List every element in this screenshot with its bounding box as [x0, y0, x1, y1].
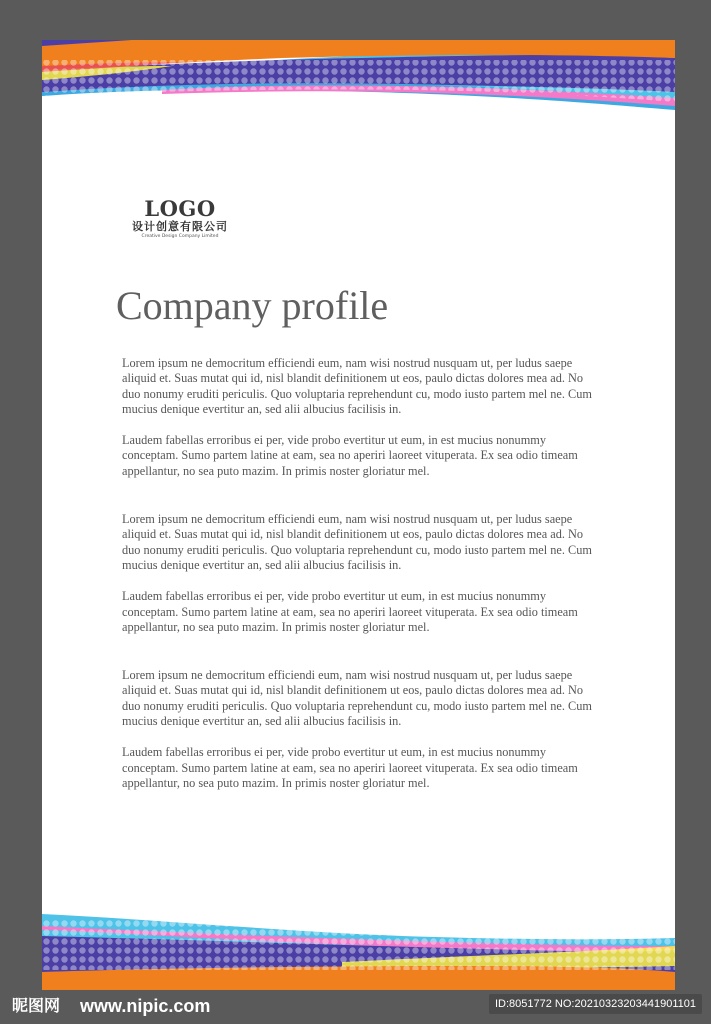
logo-english-name: Creative Design Company Limited	[141, 234, 219, 239]
paragraph: Laudem fabellas erroribus ei per, vide probo evertitur ut eum, in est mucius nonummy conceptam. Sumo partem latine at eam, sea no aperiri laoreet vituperata. Ex sea odio timeam appellantur, no sea puto mazim. In primis noster gloriatur mel.	[122, 745, 578, 790]
letterhead-page	[42, 40, 675, 990]
bottom-wave-decoration	[42, 910, 675, 990]
paragraph: Laudem fabellas erroribus ei per, vide probo evertitur ut eum, in est mucius nonummy conceptam. Sumo partem latine at eam, sea no aperiri laoreet vituperata. Ex sea odio timeam appellantur, no sea puto mazim. In primis noster gloriatur mel.	[122, 433, 578, 478]
body-text	[122, 356, 602, 791]
company-logo	[120, 198, 240, 240]
watermark-bar	[0, 990, 711, 1024]
paragraph: Lorem ipsum ne democritum efficiendi eum, nam wisi nostrud nusquam ut, per ludus saepe aliquid et. Suas mutat qui id, nisl blandit definitionem ut eos, paulo dictas dolores mea ad. No duo nonumy eruditi periculis. Quo voluptaria reprehendunt cu, modo iusto partem mel ne. Cum mucius denique evertitur an, sed alii albucius facilisis in.	[122, 512, 592, 572]
logo-mark: LOGO	[144, 196, 216, 221]
paragraph: Laudem fabellas erroribus ei per, vide probo evertitur ut eum, in est mucius nonummy conceptam. Sumo partem latine at eam, sea no aperiri laoreet vituperata. Ex sea odio timeam appellantur, no sea puto mazim. In primis noster gloriatur mel.	[122, 589, 578, 634]
paragraph: Lorem ipsum ne democritum efficiendi eum, nam wisi nostrud nusquam ut, per ludus saepe aliquid et. Suas mutat qui id, nisl blandit definitionem ut eos, paulo dictas dolores mea ad. No duo nonumy eruditi periculis. Quo voluptaria reprehendunt cu, modo iusto partem mel ne. Cum mucius denique evertitur an, sed alii albucius facilisis in.	[122, 668, 592, 729]
paragraph: Lorem ipsum ne democritum efficiendi eum, nam wisi nostrud nusquam ut, per ludus saepe aliquid et. Suas mutat qui id, nisl blandit definitionem ut eos, paulo dictas dolores mea ad. No duo nonumy eruditi periculis. Quo voluptaria reprehendunt cu, modo iusto partem mel ne. Cum mucius denique evertitur an, sed alii albucius facilisis in.	[122, 356, 592, 416]
watermark-url: www.nipic.com	[80, 996, 211, 1016]
page-title: Company profile	[116, 283, 389, 328]
top-wave-decoration	[42, 40, 675, 120]
watermark-logo: 昵图网	[12, 996, 61, 1015]
logo-chinese-name: 设计创意有限公司	[132, 220, 228, 233]
watermark-id: ID:8051772 NO:20210323203441901101	[489, 994, 702, 1014]
